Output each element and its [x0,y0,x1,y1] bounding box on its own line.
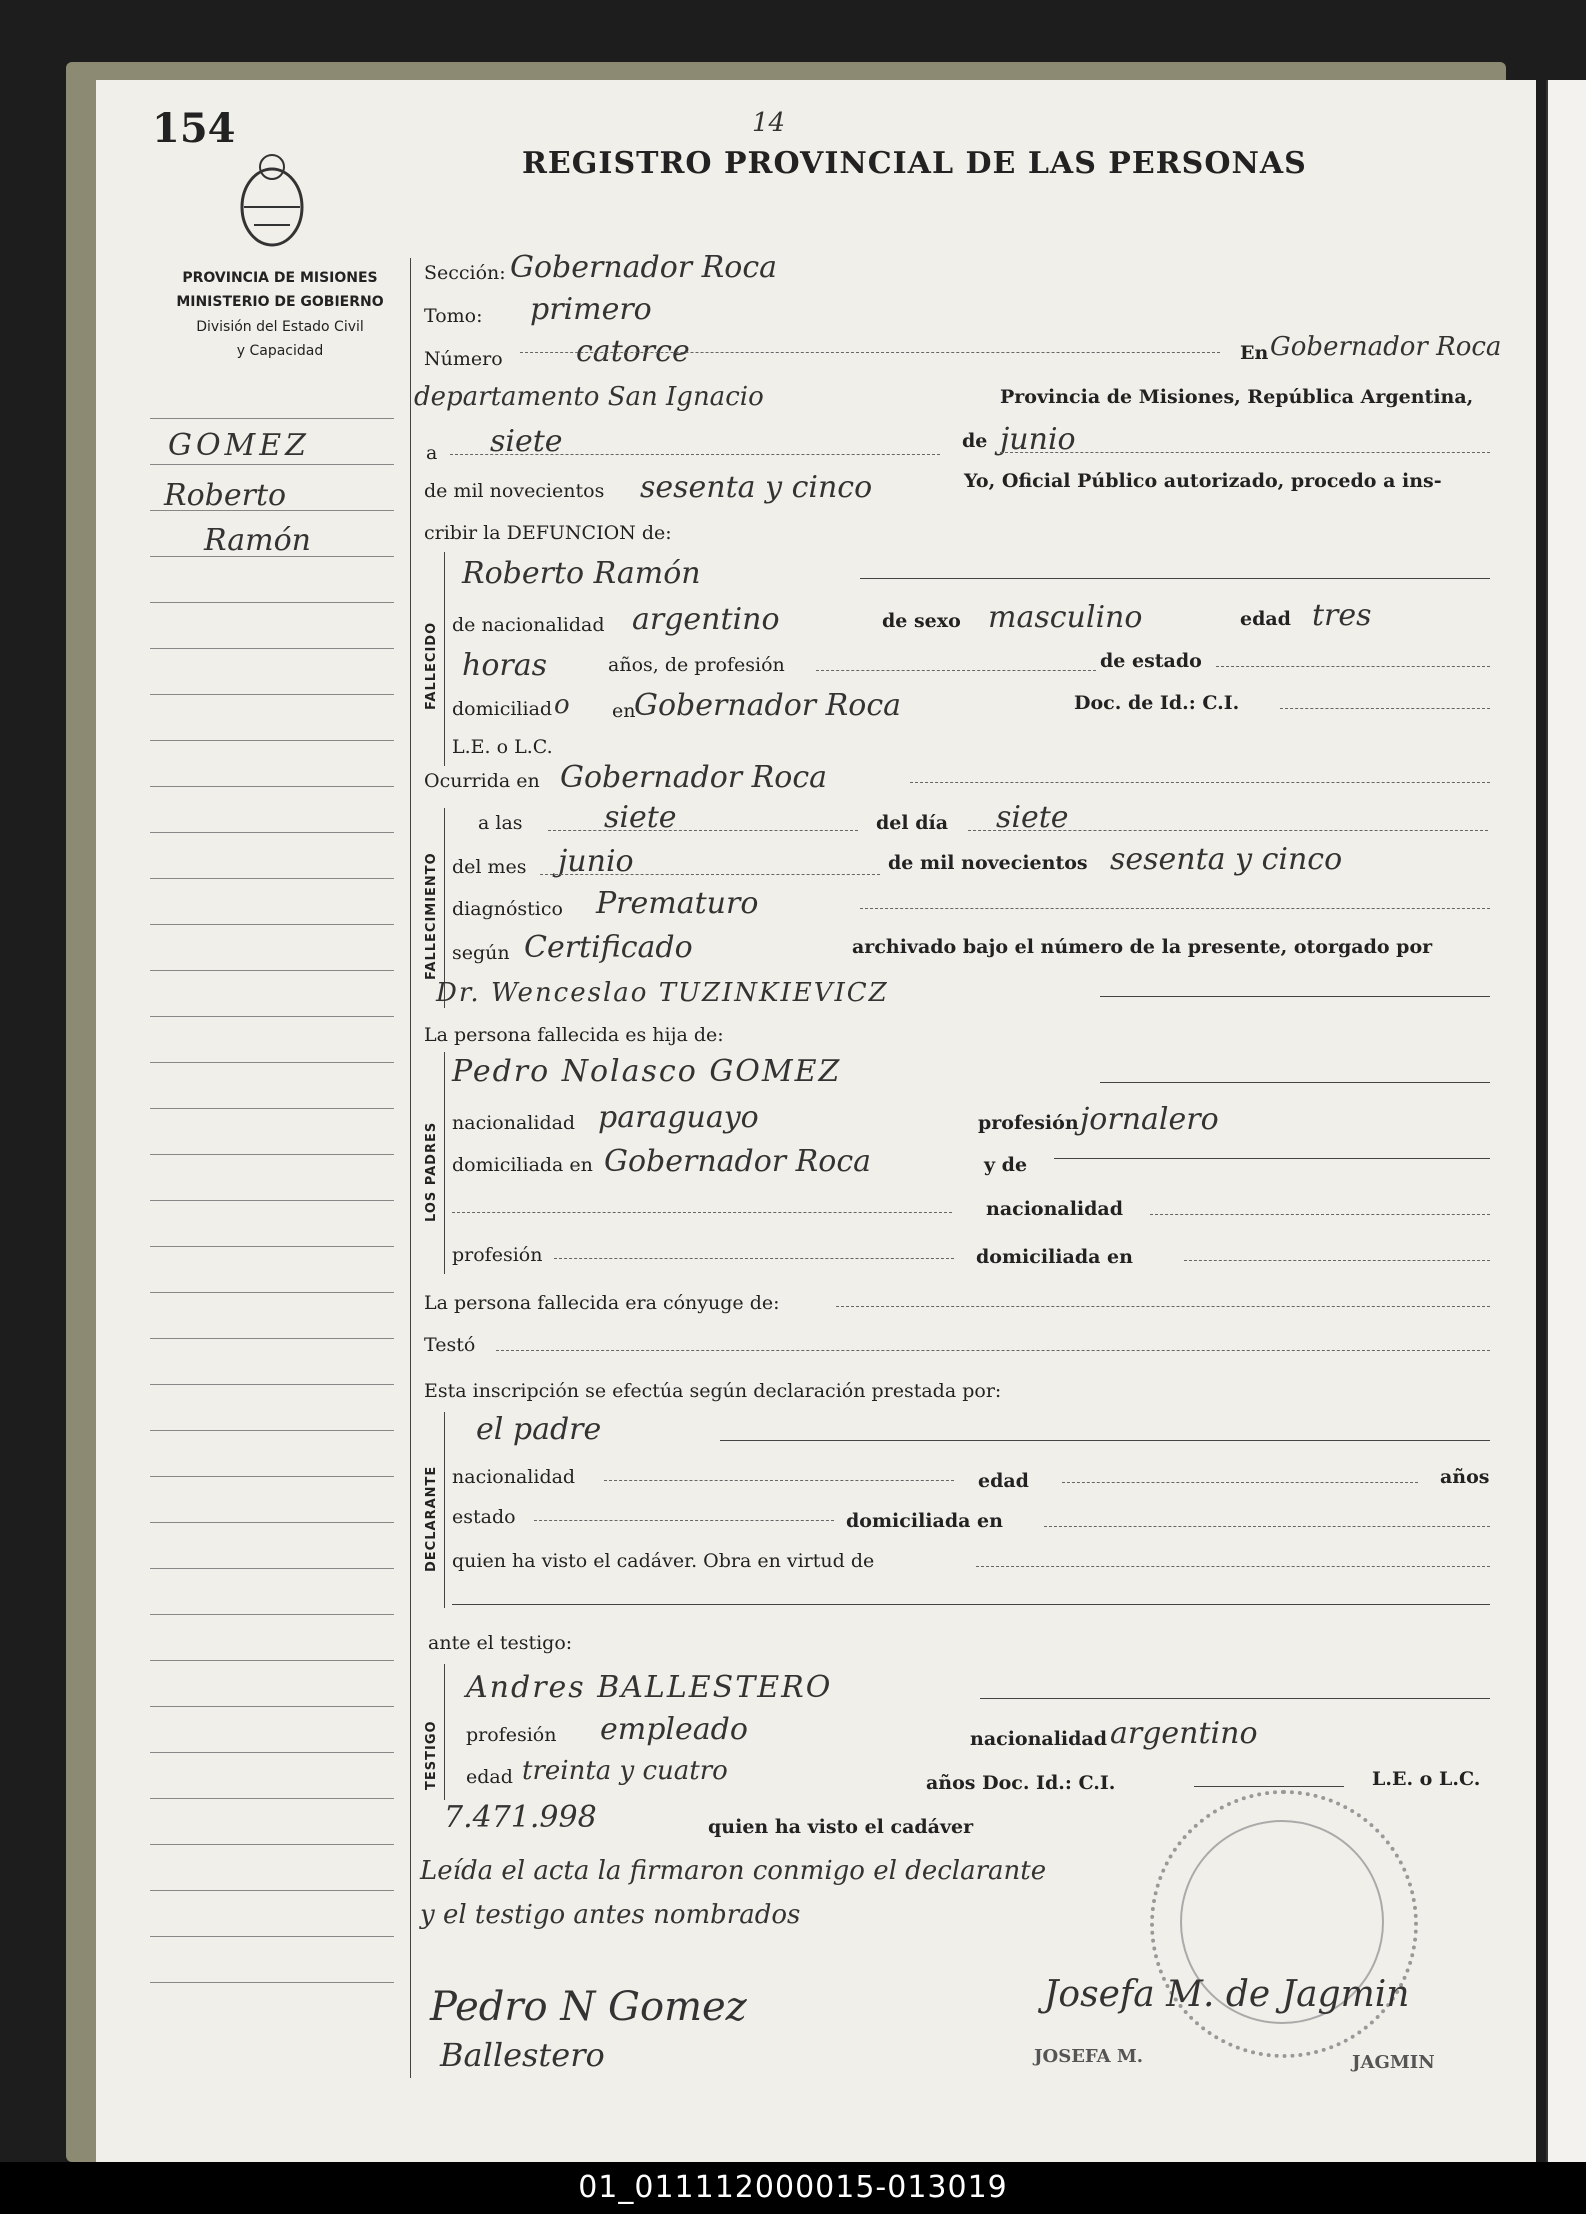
quien-testigo-label: quien ha visto el cadáver [708,1816,974,1838]
sexo-label: de sexo [882,610,961,632]
margin-rule-line [150,602,394,603]
nac-declarante-label: nacionalidad [452,1466,576,1488]
margin-rule-line [150,1476,394,1477]
oficial-text: Yo, Oficial Público autorizado, procedo a ins- [964,470,1442,492]
hija-text: La persona fallecida es hija de: [424,1024,724,1046]
departamento-value: departamento San Ignacio [414,382,764,412]
testigo-text: ante el testigo: [428,1632,573,1654]
margin-rule-line [150,1384,394,1385]
inscripcion-text: Esta inscripción se efectúa según declaración prestada por: [424,1380,1002,1402]
margin-rule-line [150,1936,394,1937]
declarante-end-line [452,1604,1490,1605]
estado-line [1216,666,1490,667]
margin-rule-line [150,556,394,557]
page-number: 154 [152,105,236,152]
profesion-line [816,670,1096,671]
division-name: División del Estado Civil [196,319,364,335]
fallecido-nombre: Roberto Ramón [462,556,701,591]
ci-testigo-value: 7.471.998 [444,1800,597,1835]
seccion-label: Sección: [424,262,506,284]
margin-rule-line [150,1108,394,1109]
nac-declarante-line [604,1480,954,1481]
padres-bracket [444,1052,445,1274]
margin-rule-line [150,1706,394,1707]
domiciliada-padre-label: domiciliada en [452,1154,593,1176]
edad-value: tres [1312,598,1372,633]
official-printed-name: JOSEFA M. [1034,2046,1144,2067]
margin-rule-line [150,924,394,925]
le-label: L.E. o L.C. [452,736,553,758]
a-las-line [548,830,858,831]
profesion-padre-label: profesión [978,1112,1079,1134]
edad-testigo-value: treinta y cuatro [522,1756,728,1786]
seccion-value: Gobernador Roca [510,250,778,285]
del-dia-value: siete [996,800,1069,835]
padres-tab: LOS PADRES [424,1121,439,1222]
y-de-label: y de [984,1154,1028,1176]
del-mes-label: del mes [452,856,527,878]
diagnostico-line [860,908,1490,909]
archivado-text: archivado bajo el número de la presente, otorgado por [852,936,1433,958]
madre-name-line [452,1212,952,1213]
margin-rule-line [150,1568,394,1569]
testigo-bracket [444,1664,445,1800]
margin-rule-line [150,1522,394,1523]
a-line [450,454,940,455]
a-las-label: a las [478,812,523,834]
doc-testigo-label: años Doc. Id.: C.I. [926,1772,1116,1794]
testigo-line [980,1698,1490,1699]
edad-label: edad [1240,608,1291,630]
margin-rule-line [150,1798,394,1799]
horas-value: horas [462,648,548,683]
padre-value: Pedro Nolasco GOMEZ [452,1054,842,1089]
margin-rule-line [150,1246,394,1247]
en-value: Gobernador Roca [1270,332,1502,362]
testo-line [496,1350,1490,1351]
signature-testigo: Ballestero [440,2036,605,2074]
margin-note-name-2: Ramón [204,523,311,558]
diagnostico-label: diagnóstico [452,898,563,920]
a-value: siete [490,424,563,459]
tomo-value: primero [530,292,652,327]
tomo-label: Tomo: [424,305,483,327]
profesion-testigo-label: profesión [466,1724,557,1746]
leida-line-2: y el testigo antes nombrados [420,1900,801,1930]
anios-profesion-label: años, de profesión [608,654,785,676]
numero-value: catorce [576,334,690,369]
cribir-text: cribir la DEFUNCION de: [424,522,672,544]
domiciliada-declarante-line [1044,1526,1490,1527]
fallecimiento-tab: FALLECIMIENTO [424,852,439,980]
del-dia-label: del día [876,812,949,834]
mil2-value: sesenta y cinco [1110,842,1343,877]
numero-line [520,352,1220,353]
doctor-line [1100,996,1490,997]
margin-rule-line [150,1154,394,1155]
del-mes-value: junio [558,844,634,879]
domiciliada-declarante-label: domiciliada en [846,1510,1003,1532]
margin-note-surname: GOMEZ [168,428,311,463]
mil-value: sesenta y cinco [640,470,873,505]
conyuge-line [836,1306,1490,1307]
margin-rule-line [150,1614,394,1615]
edad-declarante-label: edad [978,1470,1029,1492]
margin-separator [410,258,411,2078]
padre-line [1100,1082,1490,1083]
domiciliada-madre-label: domiciliada en [976,1246,1133,1268]
leida-line-1: Leída el acta la firmaron conmigo el declarante [420,1856,1047,1886]
signature-declarante: Pedro N Gomez [430,1984,747,2030]
official-printed-surname: JAGMIN [1352,2052,1435,2073]
mil2-label: de mil novecientos [888,852,1088,874]
nacionalidad-label: de nacionalidad [452,614,605,636]
provincia-text: Provincia de Misiones, República Argentina, [1000,386,1474,408]
next-page-edge [1546,80,1586,2166]
signature-official: Josefa M. de Jagmin [1044,1974,1410,2015]
ocurrida-value: Gobernador Roca [560,760,828,795]
en-domicilio-label: en [612,700,636,722]
a-label: a [426,442,438,464]
estado-label: de estado [1100,650,1202,672]
numero-label: Número [424,348,503,370]
y-de-line [1054,1158,1490,1159]
margin-rule-line [150,1338,394,1339]
margin-rule-line [150,1292,394,1293]
le-testigo-label: L.E. o L.C. [1372,1768,1481,1790]
domiciliad-label: domiciliad [452,698,553,720]
de-line [1000,452,1490,453]
segun-label: según [452,942,510,964]
declarante-line [720,1440,1490,1441]
page-title: REGISTRO PROVINCIAL DE LAS PERSONAS [522,146,1307,181]
testo-label: Testó [424,1334,476,1356]
division-name-2: y Capacidad [236,343,324,359]
folio-number: 14 [752,108,786,138]
doc-line [1280,708,1490,709]
nombre-line [860,578,1490,579]
margin-rule-line [150,1062,394,1063]
margin-rule-line [150,1890,394,1891]
segun-value: Certificado [524,930,693,965]
doctor-value: Dr. Wenceslao TUZINKIEVICZ [436,978,889,1008]
profesion-padre-value: jornalero [1080,1102,1219,1137]
province-name: PROVINCIA DE MISIONES [182,270,378,286]
conyuge-text: La persona fallecida era cónyuge de: [424,1292,780,1314]
profesion-testigo-value: empleado [600,1712,748,1747]
edad-testigo-label: edad [466,1766,513,1788]
margin-rule-line [150,1982,394,1983]
declarante-bracket [444,1412,445,1608]
cadaver-label: quien ha visto el cadáver. Obra en virtud de [452,1550,875,1572]
cadaver-line [976,1566,1490,1567]
declarante-tab: DECLARANTE [424,1465,439,1572]
en-label: En [1240,342,1269,364]
domiciliad-suffix: o [554,690,570,720]
margin-rule-line [150,786,394,787]
domicilio-value: Gobernador Roca [634,688,902,723]
margin-rule-line [150,1752,394,1753]
margin-rule-line [150,1200,394,1201]
ocurrida-line [910,782,1490,783]
margin-rule-line [150,510,394,511]
margin-rule-line [150,1016,394,1017]
a-las-value: siete [604,800,677,835]
nac-padre-value: paraguayo [598,1100,759,1135]
profesion-madre-line [554,1258,954,1259]
testigo-tab: TESTIGO [424,1720,439,1790]
domiciliada-padre-value: Gobernador Roca [604,1144,872,1179]
estado-declarante-label: estado [452,1506,516,1528]
estado-declarante-line [534,1520,834,1521]
sexo-value: masculino [988,600,1143,635]
image-id-footer: 01_011112000015-013019 [0,2162,1586,2214]
del-mes-line [540,874,880,875]
profesion-madre-label: profesión [452,1244,543,1266]
margin-rule-line [150,464,394,465]
anios-label: años [1440,1466,1490,1488]
margin-rule-line [150,694,394,695]
doc-label: Doc. de Id.: C.I. [1074,692,1240,714]
margin-rule-line [150,740,394,741]
margin-rule-line [150,648,394,649]
de-label: de [962,430,988,452]
margin-rule-line [150,1844,394,1845]
edad-declarante-line [1062,1482,1418,1483]
declarante-value: el padre [476,1412,602,1447]
nacionalidad-madre-line [1150,1214,1490,1215]
margin-rule-line [150,418,394,419]
nacionalidad-testigo-label: nacionalidad [970,1728,1108,1750]
nacionalidad-value: argentino [632,602,780,637]
fallecido-tab: FALLECIDO [424,621,439,710]
margin-rule-line [150,1430,394,1431]
mil-label: de mil novecientos [424,480,605,502]
margin-rule-line [150,832,394,833]
domiciliada-madre-line [1184,1260,1490,1261]
coat-of-arms-icon [232,145,312,255]
margin-note-name: Roberto [164,478,287,513]
fallecido-bracket [444,552,445,766]
de-value: junio [1000,422,1076,457]
margin-rule-line [150,970,394,971]
ministry-name: MINISTERIO DE GOBIERNO [176,294,384,310]
diagnostico-value: Prematuro [596,886,759,921]
nacionalidad-madre-label: nacionalidad [986,1198,1124,1220]
testigo-value: Andres BALLESTERO [466,1670,833,1705]
ci-testigo-line [1194,1786,1344,1787]
nac-padre-label: nacionalidad [452,1112,576,1134]
margin-rule-line [150,878,394,879]
margin-rule-line [150,1660,394,1661]
nacionalidad-testigo-value: argentino [1110,1716,1258,1751]
ocurrida-label: Ocurrida en [424,770,540,792]
del-dia-line [968,830,1488,831]
